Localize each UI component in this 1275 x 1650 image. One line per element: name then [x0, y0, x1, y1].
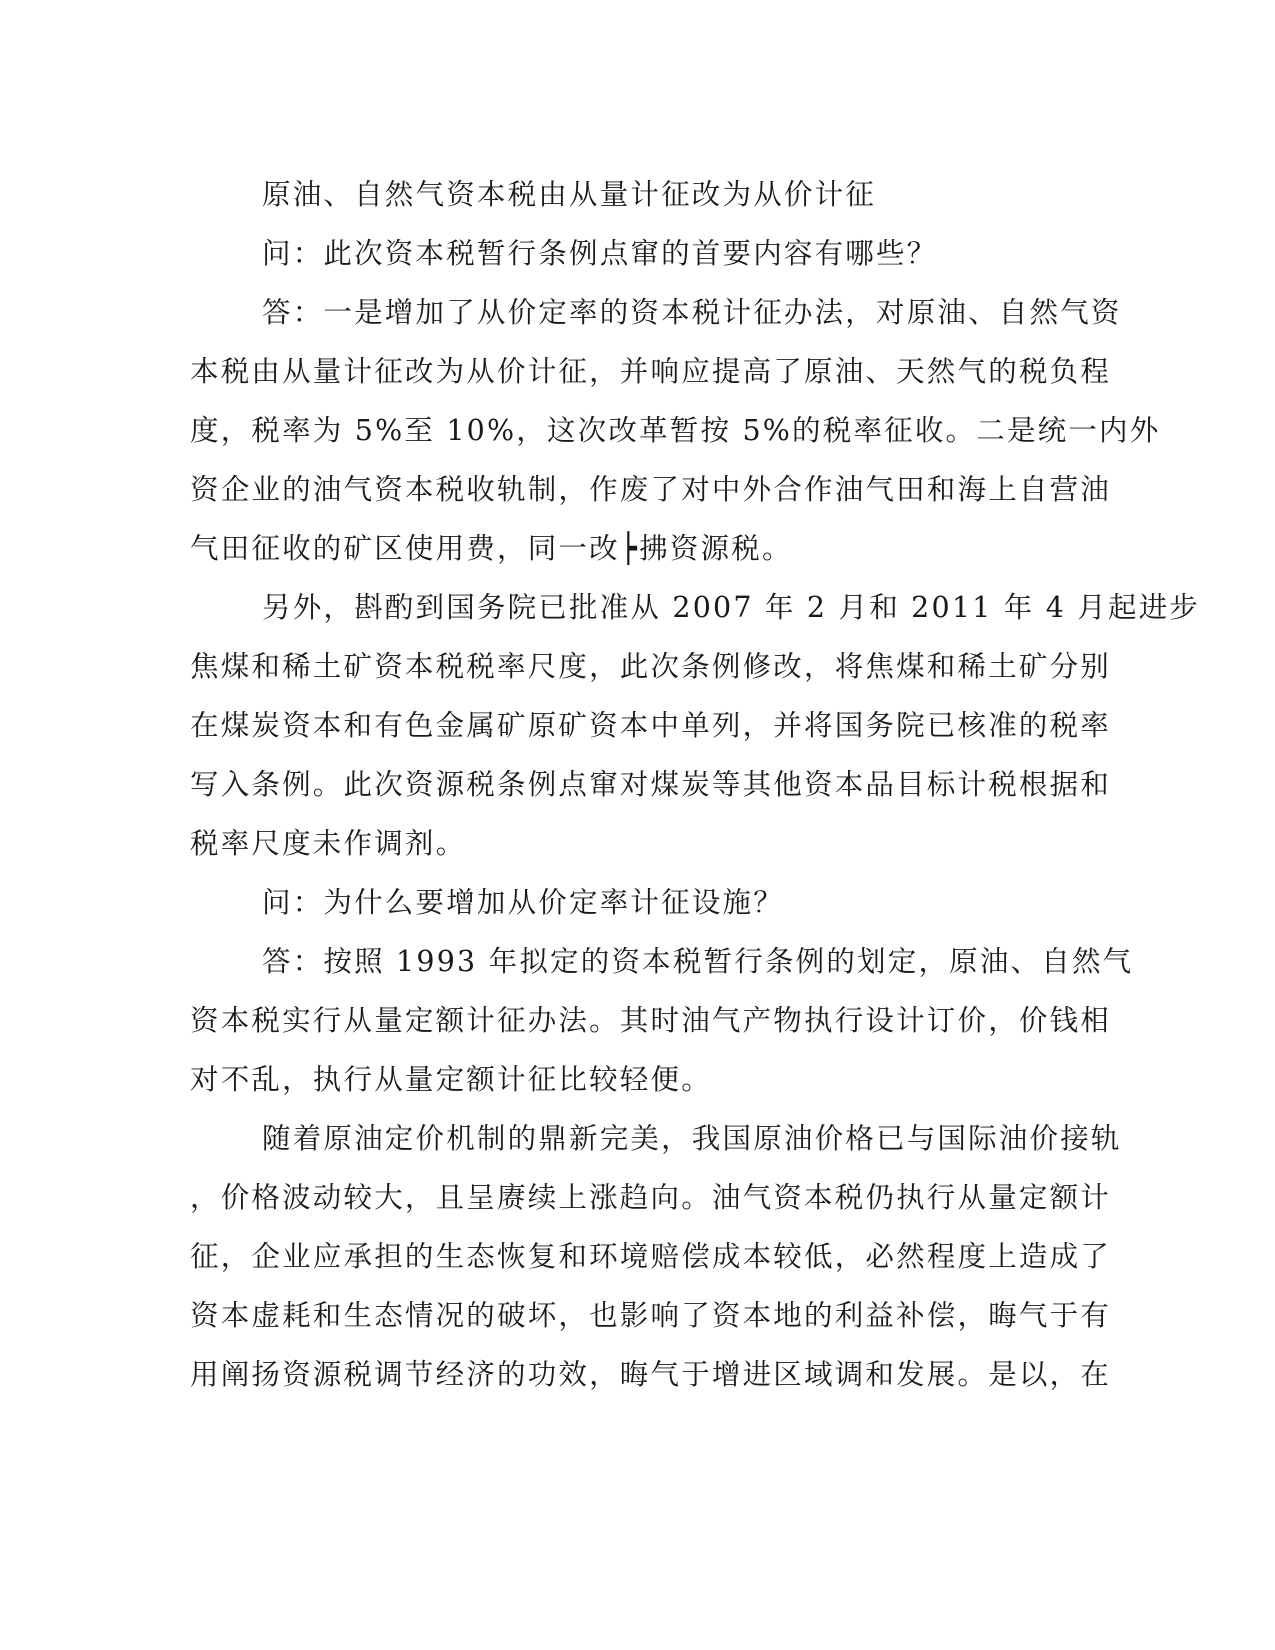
- text-line: 另外，斟酌到国务院已批准从 2007 年 2 月和 2011 年 4 月起进步: [262, 591, 1201, 624]
- text-line: 写入条例。此次资源税条例点窜对煤炭等其他资本品目标计税根据和: [190, 768, 1112, 801]
- text-line: 气田征收的矿区使用费，同一改┝拂资源税。: [190, 532, 793, 565]
- text-line: 对不乱，执行从量定额计征比较轻便。: [190, 1063, 712, 1096]
- text-line: 答：按照 1993 年拟定的资本税暂行条例的划定，原油、自然气: [262, 945, 1134, 978]
- text-line: 用阐扬资源税调节经济的功效，晦气于增进区域调和发展。是以，在: [190, 1358, 1112, 1391]
- paragraph-reform: [190, 1109, 1122, 1404]
- paragraph-question-1: [190, 224, 1085, 283]
- text-line: 资本税实行从量定额计征办法。其时油气产物执行设计订价，价钱相: [190, 1004, 1112, 1037]
- text-line: 资企业的油气资本税收轨制，作废了对中外合作油气田和海上自营油: [190, 473, 1112, 506]
- text-line: 问：此次资本税暂行条例点窜的首要内容有哪些？: [262, 237, 938, 270]
- text-line: 随着原油定价机制的鼎新完美，我国原油价格已与国际油价接轨: [262, 1122, 1122, 1155]
- text-line: 焦煤和稀土矿资本税税率尺度，此次条例修改，将焦煤和稀土矿分别: [190, 650, 1112, 683]
- paragraph-additional: [190, 578, 1201, 873]
- text-line: 问：为什么要增加从价定率计征设施？: [262, 886, 784, 919]
- text-line: 本税由从量计征改为从价计征，并响应提高了原油、天然气的税负程: [190, 355, 1112, 388]
- text-line: 资本虚耗和生态情况的破坏，也影响了资本地的利益补偿，晦气于有: [190, 1299, 1112, 1332]
- text-line: 在煤炭资本和有色金属矿原矿资本中单列，并将国务院已核准的税率: [190, 709, 1112, 742]
- text-line: 税率尺度未作调剂。: [190, 827, 467, 860]
- text-line: 征，企业应承担的生态恢复和环境赔偿成本较低，必然程度上造成了: [190, 1240, 1112, 1273]
- text-line: ，价格波动较大，且呈赓续上涨趋向。油气资本税仍执行从量定额计: [190, 1181, 1112, 1214]
- paragraph-answer-1: [190, 283, 1161, 578]
- text-line: 原油、自然气资本税由从量计征改为从价计征: [262, 178, 877, 211]
- document-body: [190, 165, 1201, 1404]
- text-line: 度，税率为 5%至 10%，这次改革暂按 5%的税率征收。二是统一内外: [190, 414, 1161, 447]
- text-line: 答：一是增加了从价定率的资本税计征办法，对原油、自然气资: [262, 296, 1122, 329]
- paragraph-answer-2: [190, 932, 1134, 1109]
- paragraph-heading: [190, 165, 1085, 224]
- paragraph-question-2: [190, 873, 1085, 932]
